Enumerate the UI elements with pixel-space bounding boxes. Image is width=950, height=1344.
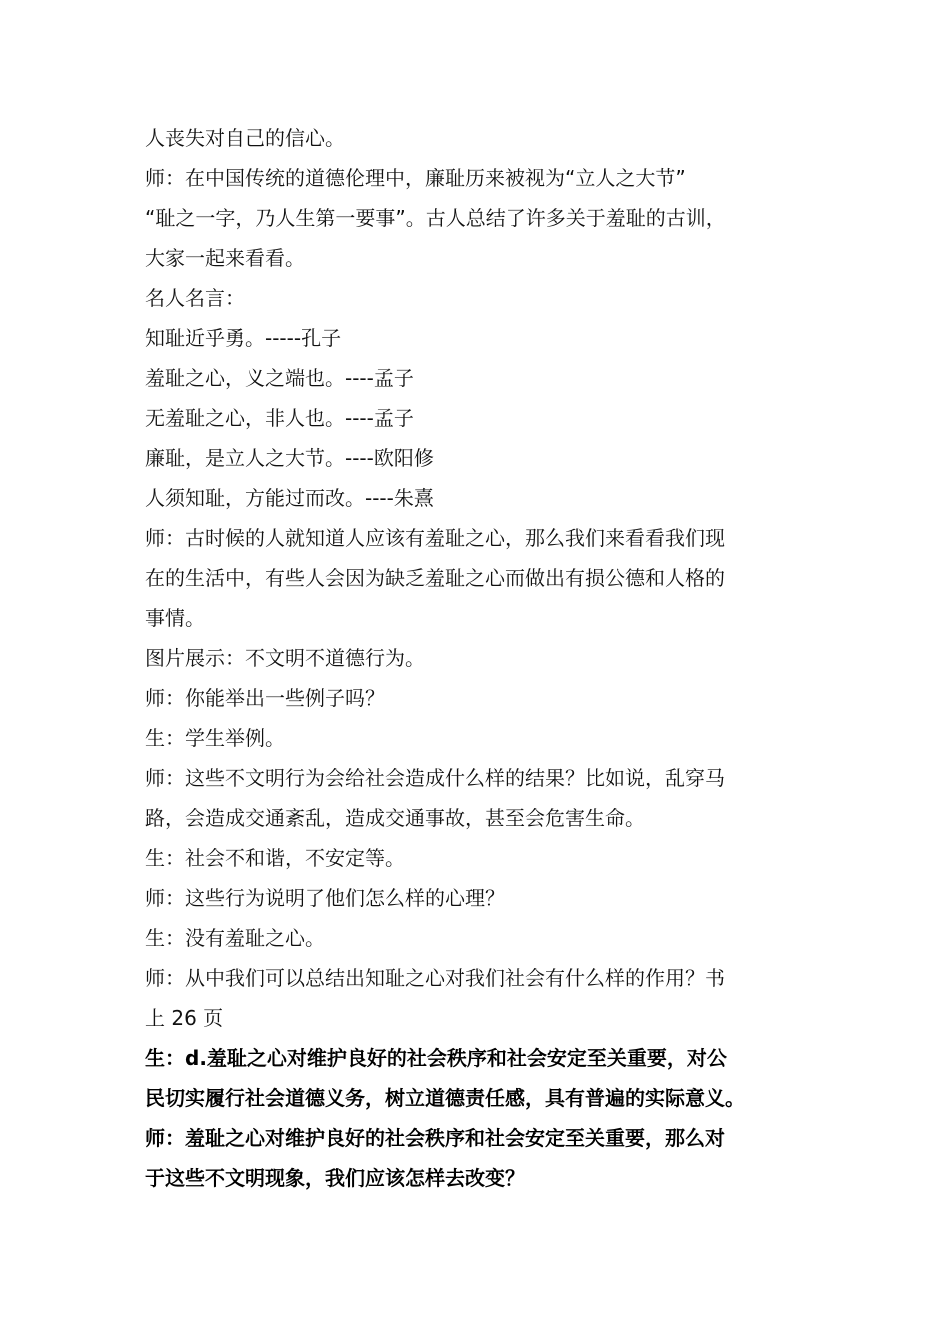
quote-line: 廉耻，是立人之大节。----欧阳修 — [145, 446, 434, 470]
text-line: 生：学生举例。 — [145, 726, 285, 750]
text-line: 生：没有羞耻之心。 — [145, 926, 325, 950]
bold-text-line: 生：d.羞耻之心对维护良好的社会秩序和社会安定至关重要，对公 — [145, 1046, 727, 1070]
text-line: 在的生活中，有些人会因为缺乏羞耻之心而做出有损公德和人格的 — [145, 566, 725, 590]
text-line: 上 26 页 — [145, 1006, 224, 1030]
bold-text-line: 于这些不文明现象，我们应该怎样去改变？ — [145, 1166, 525, 1190]
quote-line: 人须知耻，方能过而改。----朱熹 — [145, 486, 434, 510]
document-body — [145, 118, 825, 1198]
quote-line: 羞耻之心，义之端也。----孟子 — [145, 366, 414, 390]
text-line: 生：社会不和谐，不安定等。 — [145, 846, 405, 870]
text-line: 事情。 — [145, 606, 205, 630]
text-line: 师：这些行为说明了他们怎么样的心理？ — [145, 886, 505, 910]
text-line: “耻之一字，乃人生第一要事”。古人总结了许多关于羞耻的古训， — [145, 206, 726, 230]
quotes-heading: 名人名言： — [145, 286, 245, 310]
bold-text-line: 师：羞耻之心对维护良好的社会秩序和社会安定至关重要，那么对 — [145, 1126, 725, 1150]
text-line: 人丧失对自己的信心。 — [145, 126, 345, 150]
text-line: 师：这些不文明行为会给社会造成什么样的结果？比如说，乱穿马 — [145, 766, 725, 790]
text-line: 路，会造成交通紊乱，造成交通事故，甚至会危害生命。 — [145, 806, 645, 830]
text-line: 图片展示：不文明不道德行为。 — [145, 646, 425, 670]
bold-text-line: 民切实履行社会道德义务，树立道德责任感，具有普遍的实际意义。 — [145, 1086, 745, 1110]
text-line: 大家一起来看看。 — [145, 246, 305, 270]
text-line: 师：古时候的人就知道人应该有羞耻之心，那么我们来看看我们现 — [145, 526, 725, 550]
quote-line: 无羞耻之心，非人也。----孟子 — [145, 406, 414, 430]
text-line: 师：你能举出一些例子吗？ — [145, 686, 385, 710]
quote-line: 知耻近乎勇。-----孔子 — [145, 326, 342, 350]
text-line: 师：从中我们可以总结出知耻之心对我们社会有什么样的作用？书 — [145, 966, 725, 990]
text-line: 师：在中国传统的道德伦理中，廉耻历来被视为“立人之大节” — [145, 166, 686, 190]
